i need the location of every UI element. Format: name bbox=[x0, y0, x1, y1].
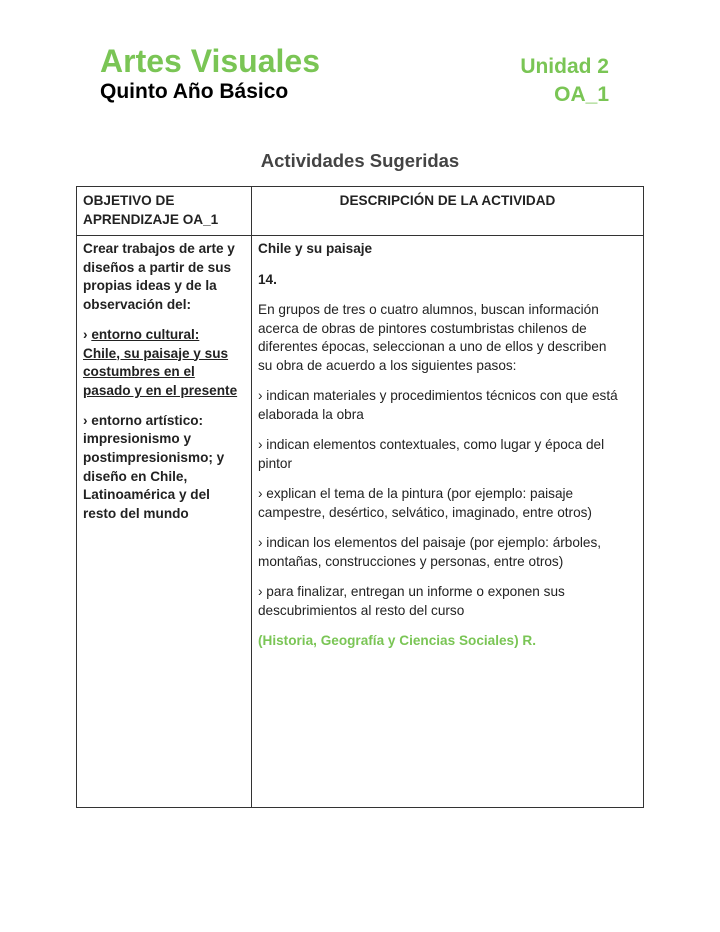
bullet-marker: › bbox=[83, 326, 92, 342]
text-line: diferentes épocas, seleccionan a uno de ellos y describen bbox=[258, 339, 607, 354]
description-header: DESCRIPCIÓN DE LA ACTIVIDAD bbox=[252, 187, 644, 236]
text-line: campestre, desértico, selvático, imaginado, entre otros) bbox=[258, 504, 592, 520]
text-line: › indican materiales y procedimientos técnicos con que está bbox=[258, 388, 618, 403]
text-line: En grupos de tres o cuatro alumnos, buscan información bbox=[258, 302, 599, 317]
text-line: impresionismo y bbox=[83, 431, 192, 447]
objective-bullet-cultural bbox=[83, 326, 245, 401]
objective-cell bbox=[77, 236, 252, 808]
activity-step bbox=[258, 436, 637, 473]
activity-step bbox=[258, 583, 637, 620]
activity-number: 14. bbox=[258, 271, 277, 287]
table-row bbox=[77, 236, 644, 808]
text-line: montañas, construcciones y personas, entre otros) bbox=[258, 553, 564, 569]
activity-title: Chile y su paisaje bbox=[258, 241, 373, 256]
activity-step bbox=[258, 534, 637, 571]
objective-code: OA_1 bbox=[554, 83, 609, 106]
header-line: OBJETIVO DE bbox=[83, 193, 175, 208]
activity-intro bbox=[258, 301, 637, 375]
text-line: › indican los elementos del paisaje (por ejemplo: árboles, bbox=[258, 535, 602, 550]
text-line: Latinoamérica y del bbox=[83, 487, 210, 503]
text-line: propias ideas y de la bbox=[83, 278, 217, 294]
text-line: › entorno artístico: bbox=[83, 412, 204, 428]
objective-header bbox=[77, 187, 252, 236]
grade-subtitle: Quinto Año Básico bbox=[100, 80, 289, 103]
unit-info bbox=[520, 53, 609, 109]
activity-step bbox=[258, 485, 637, 522]
text-line: Crear trabajos de arte y bbox=[83, 241, 235, 256]
activities-table bbox=[76, 186, 644, 808]
text-line: diseños a partir de sus bbox=[83, 259, 232, 275]
text-line: costumbres en el bbox=[83, 364, 195, 380]
activity-cell bbox=[252, 236, 644, 808]
text-line: › para finalizar, entregan un informe o exponen sus bbox=[258, 584, 565, 599]
text-line: Chile, su paisaje y sus bbox=[83, 345, 229, 361]
text-line: postimpresionismo; y bbox=[83, 450, 225, 466]
text-line: › indican elementos contextuales, como lugar y época del bbox=[258, 437, 605, 452]
text-line: entorno cultural: bbox=[91, 326, 200, 342]
section-title: Actividades Sugeridas bbox=[260, 150, 460, 171]
cross-reference: (Historia, Geografía y Ciencias Sociales) R. bbox=[258, 633, 537, 648]
text-line: elaborada la obra bbox=[258, 406, 364, 422]
text-line: › explican el tema de la pintura (por ejemplo: paisaje bbox=[258, 486, 574, 501]
header-line: APRENDIZAJE OA_1 bbox=[83, 212, 219, 227]
text-line: descubrimientos al resto del curso bbox=[258, 602, 465, 618]
activity-step bbox=[258, 387, 637, 424]
text-line: diseño en Chile, bbox=[83, 468, 188, 484]
text-line: su obra de acuerdo a los siguientes pasos: bbox=[258, 357, 517, 373]
text-line: pasado y en el presente bbox=[83, 382, 238, 398]
unit-label: Unidad 2 bbox=[520, 55, 609, 78]
text-line: observación del: bbox=[83, 297, 192, 313]
objective-bullet-artistic bbox=[83, 412, 245, 524]
text-line: acerca de obras de pintores costumbristas chilenos de bbox=[258, 320, 587, 336]
subject-title: Artes Visuales bbox=[100, 43, 320, 79]
table-header-row bbox=[77, 187, 644, 236]
objective-intro bbox=[83, 240, 245, 315]
text-line: resto del mundo bbox=[83, 506, 189, 522]
text-line: pintor bbox=[258, 455, 293, 471]
